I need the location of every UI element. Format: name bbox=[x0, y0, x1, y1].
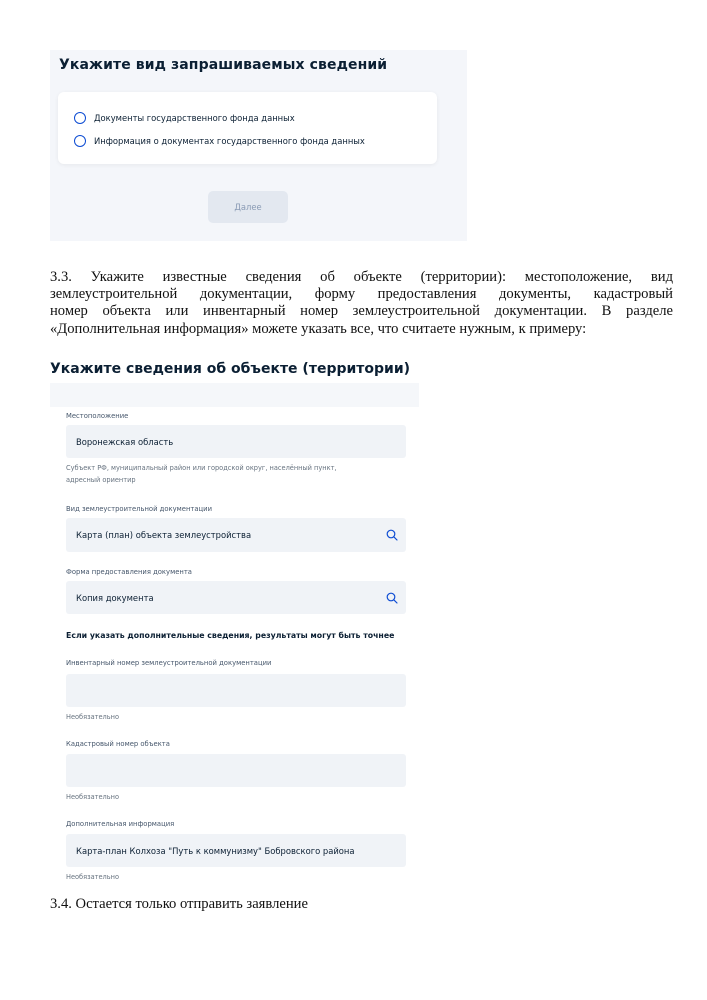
request-type-title: Укажите вид запрашиваемых сведений bbox=[59, 57, 388, 73]
location-value: Воронежская область bbox=[76, 436, 174, 447]
search-icon[interactable] bbox=[386, 592, 398, 604]
form-label: Форма предоставления документа bbox=[66, 568, 192, 576]
additional-label: Дополнительная информация bbox=[66, 820, 175, 828]
inventory-label: Инвентарный номер землеустроительной документации bbox=[66, 659, 272, 667]
doc-type-field[interactable] bbox=[66, 518, 406, 552]
cadastral-label: Кадастровый номер объекта bbox=[66, 740, 170, 748]
object-info-screenshot bbox=[50, 361, 419, 889]
additional-info-note: Если указать дополнительные сведения, результаты могут быть точнее bbox=[66, 631, 395, 640]
option-label: Информация о документах государственного фонда данных bbox=[94, 136, 365, 146]
form-value: Копия документа bbox=[76, 592, 154, 603]
instruction-paragraph bbox=[50, 269, 673, 338]
additional-value: Карта-план Колхоза "Путь к коммунизму" Бобровского района bbox=[76, 845, 355, 856]
location-label: Местоположение bbox=[66, 412, 129, 420]
search-icon[interactable] bbox=[386, 529, 398, 541]
additional-field[interactable] bbox=[66, 834, 406, 867]
additional-optional: Необязательно bbox=[66, 873, 119, 881]
paragraph-line: землеустроительной документации, форму предоставления документы, кадастровый bbox=[50, 286, 673, 303]
location-hint-line: Субъект РФ, муниципальный район или городской округ, населённый пункт, bbox=[66, 464, 337, 472]
inventory-field[interactable] bbox=[66, 674, 406, 707]
location-hint bbox=[66, 462, 337, 486]
radio-button-icon[interactable] bbox=[74, 135, 86, 147]
option-documents[interactable] bbox=[74, 112, 295, 124]
location-hint-line: адресный ориентир bbox=[66, 476, 136, 484]
footer-step-text: 3.4. Остается только отправить заявление bbox=[50, 896, 308, 912]
doc-type-value: Карта (план) объекта землеустройства bbox=[76, 530, 252, 540]
paragraph-line: 3.3. Укажите известные сведения об объекте (территории): местоположение, вид bbox=[50, 269, 673, 285]
options-card bbox=[58, 92, 437, 164]
next-button[interactable]: Далее bbox=[208, 191, 288, 223]
header-band bbox=[50, 383, 419, 407]
option-information[interactable] bbox=[74, 135, 365, 147]
option-label: Документы государственного фонда данных bbox=[94, 113, 295, 123]
form-field[interactable] bbox=[66, 581, 406, 614]
object-info-title: Укажите сведения об объекте (территории) bbox=[50, 361, 411, 377]
request-type-screenshot bbox=[50, 50, 467, 241]
cadastral-optional: Необязательно bbox=[66, 793, 119, 801]
cadastral-field[interactable] bbox=[66, 754, 406, 787]
inventory-optional: Необязательно bbox=[66, 713, 119, 721]
paragraph-line: «Дополнительная информация» можете указать все, что считаете нужным, к примеру: bbox=[50, 320, 587, 337]
location-field[interactable] bbox=[66, 425, 406, 458]
paragraph-line: номер объекта или инвентарный номер землеустроительной документации. В разделе bbox=[50, 303, 673, 320]
radio-button-icon[interactable] bbox=[74, 112, 86, 124]
doc-type-label: Вид землеустроительной документации bbox=[66, 505, 212, 513]
